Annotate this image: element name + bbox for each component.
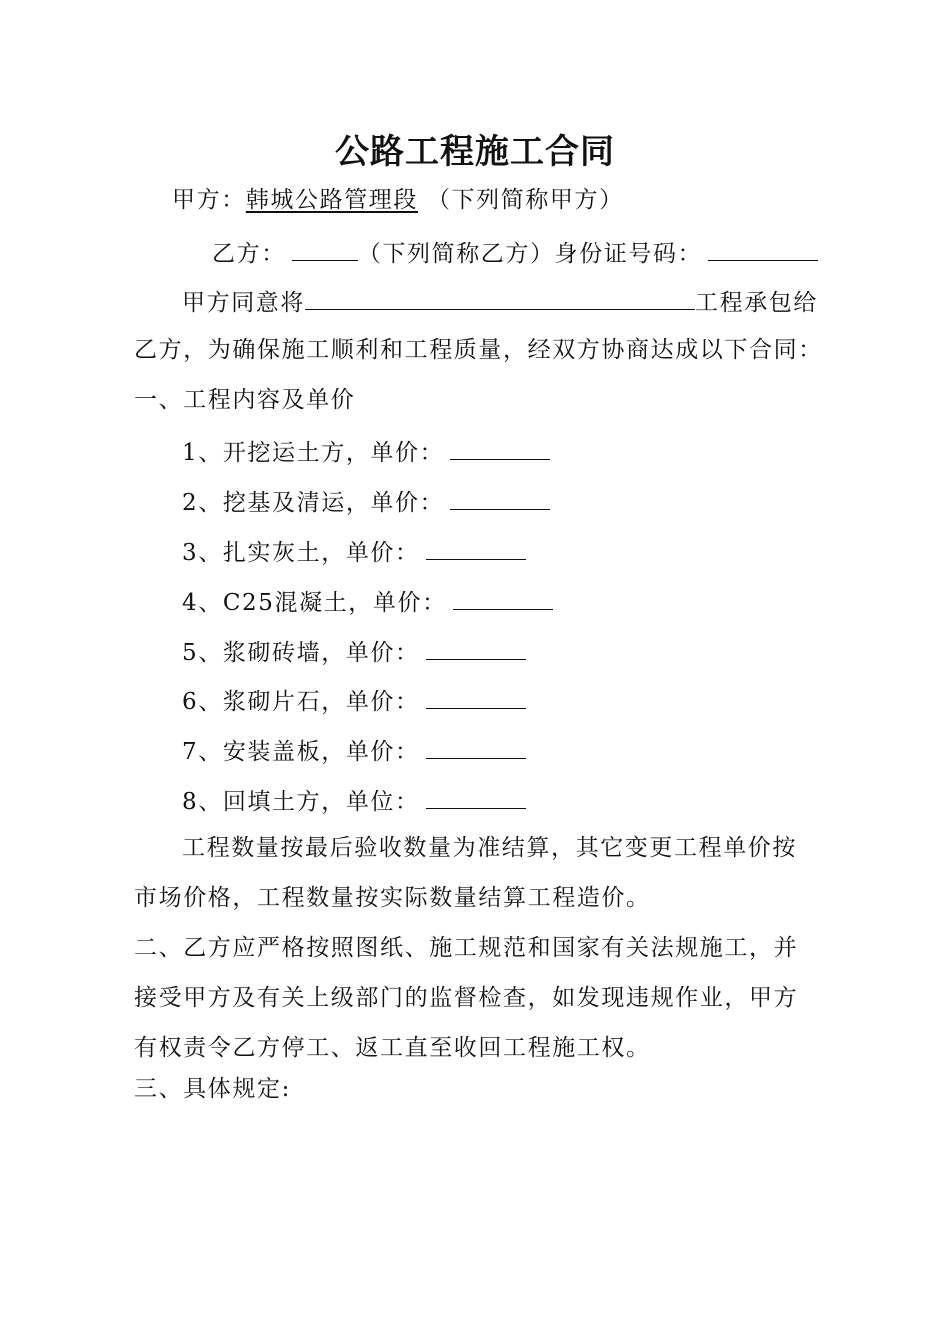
unit-price-blank xyxy=(450,435,550,460)
item-line xyxy=(182,535,526,568)
item-line xyxy=(182,585,553,618)
item-label: 4、C25混凝土，单价： xyxy=(182,590,447,616)
unit-price-blank xyxy=(426,734,526,759)
settlement-line-1: 工程数量按最后验收数量为准结算，其它变更工程单价按 xyxy=(182,835,797,861)
item-label: 1、开挖运土方，单价： xyxy=(182,440,445,466)
item-label: 5、浆砌砖墙，单价： xyxy=(182,640,420,666)
section-3-heading: 三、具体规定: xyxy=(134,1076,291,1102)
unit-price-blank xyxy=(453,585,553,610)
agreement-line-2: 乙方，为确保施工顺利和工程质量，经双方协商达成以下合同： xyxy=(134,337,823,363)
agreement-suffix: 工程承包给 xyxy=(695,290,818,316)
item-label: 7、安装盖板，单价： xyxy=(182,739,420,765)
party-a-note: （下列简称甲方） xyxy=(426,187,624,213)
unit-price-blank xyxy=(426,535,526,560)
id-number-blank xyxy=(708,236,818,261)
section-2-line-1: 二、乙方应严格按照图纸、施工规范和国家有关法规施工，并 xyxy=(134,935,799,961)
party-a-name: 韩城公路管理段 xyxy=(245,187,419,213)
party-b-label: 乙方： xyxy=(212,241,286,267)
party-b-line xyxy=(212,236,818,269)
item-label: 6、浆砌片石，单价： xyxy=(182,689,420,715)
item-line xyxy=(182,684,526,717)
item-line xyxy=(182,734,526,767)
section-2-line-2: 接受甲方及有关上级部门的监督检查，如发现违规作业，甲方 xyxy=(134,985,799,1011)
item-line xyxy=(182,784,526,817)
item-label: 8、回填土方，单位： xyxy=(182,789,420,815)
unit-price-blank xyxy=(426,635,526,660)
unit-price-blank xyxy=(426,784,526,809)
section-2-line-3: 有权责令乙方停工、返工直至收回工程施工权。 xyxy=(134,1035,651,1061)
item-line xyxy=(182,635,526,668)
unit-price-blank xyxy=(426,684,526,709)
agreement-prefix: 甲方同意将 xyxy=(182,290,305,316)
item-label: 2、挖基及清运，单价： xyxy=(182,490,445,516)
section-1-heading: 一、工程内容及单价 xyxy=(134,387,356,413)
party-a-line xyxy=(172,185,624,215)
unit-price-blank xyxy=(450,485,550,510)
item-label: 3、扎实灰土，单价： xyxy=(182,540,420,566)
item-line xyxy=(182,435,550,468)
party-a-label: 甲方： xyxy=(172,187,246,213)
party-b-note: （下列简称乙方）身份证号码： xyxy=(357,241,703,267)
settlement-line-2: 市场价格，工程数量按实际数量结算工程造价。 xyxy=(134,885,651,911)
agreement-line-1 xyxy=(182,285,818,318)
party-b-name-blank xyxy=(292,236,358,261)
page-title: 公路工程施工合同 xyxy=(335,132,615,172)
item-line xyxy=(182,485,550,518)
project-name-blank xyxy=(305,285,695,310)
